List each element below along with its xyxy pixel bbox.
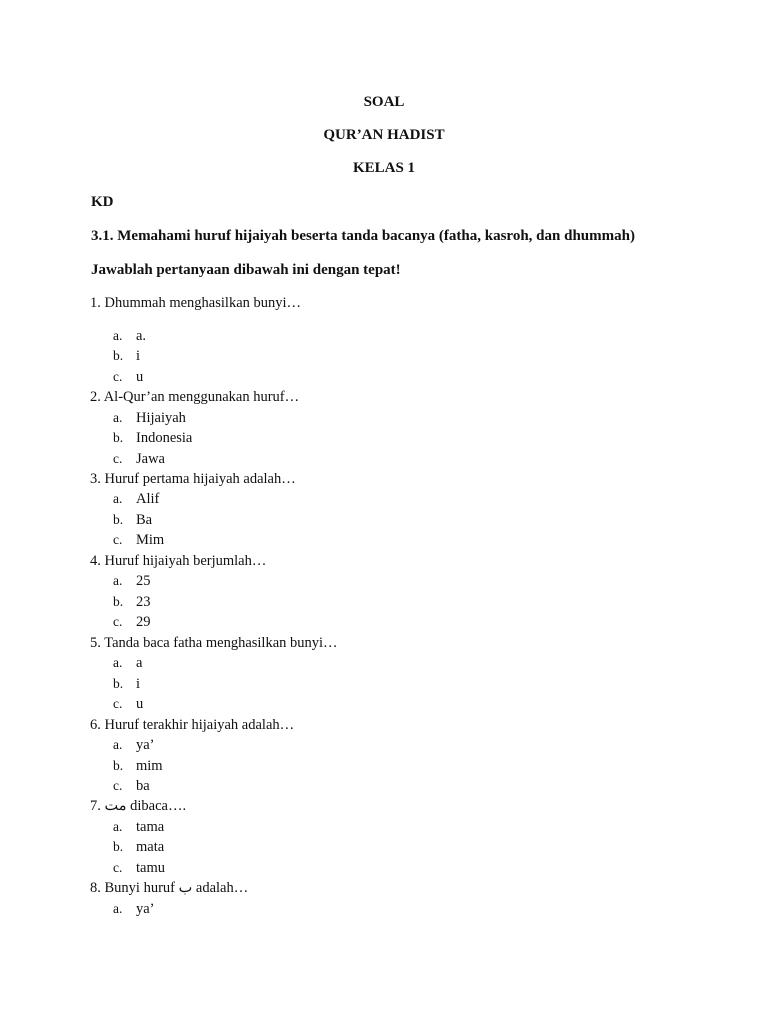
option-letter: c. [113,860,123,875]
option-letter: a. [113,573,123,588]
option-text: Jawa [136,451,165,467]
option-text: tama [136,819,165,835]
option-6b [113,758,163,775]
option-7b [113,839,164,856]
option-3b [113,512,152,529]
option-text: a [136,655,143,671]
option-7a [113,819,164,836]
option-letter: c. [113,778,123,793]
grade-heading: KELAS 1 [352,160,416,176]
option-letter: a. [113,737,123,752]
option-letter: b. [113,758,124,773]
option-letter: b. [113,430,124,445]
subject-heading: QUR’AN HADIST [323,127,445,143]
option-text: tamu [136,860,165,876]
option-letter: c. [113,614,123,629]
kd-label: KD [91,194,114,210]
option-2b [113,430,192,447]
option-5c [113,696,143,713]
option-letter: a. [113,491,123,506]
option-6c [113,778,150,795]
option-1b [113,348,140,365]
option-1c [113,369,143,386]
option-letter: c. [113,451,123,466]
option-letter: b. [113,512,124,527]
option-letter: c. [113,696,123,711]
instruction: Jawablah pertanyaan dibawah ini dengan tepat! [91,262,401,278]
option-text: Indonesia [136,430,193,446]
question-3: 3. Huruf pertama hijaiyah adalah… [90,471,296,487]
question-8: 8. Bunyi huruf ب adalah… [90,880,249,896]
option-5b [113,676,140,693]
option-2c [113,451,165,468]
option-text: ba [136,778,150,794]
option-letter: a. [113,655,123,670]
option-letter: c. [113,369,123,384]
option-letter: c. [113,532,123,547]
question-7: 7. مت dibaca…. [90,798,187,814]
option-7c [113,860,165,877]
option-letter: a. [113,901,123,916]
question-2: 2. Al-Qur’an menggunakan huruf… [90,389,300,405]
question-6: 6. Huruf terakhir hijaiyah adalah… [90,717,295,733]
option-letter: b. [113,676,124,691]
option-letter: a. [113,328,123,343]
option-1a [113,328,146,345]
option-text: 29 [136,614,151,630]
option-text: Mim [136,532,165,548]
option-letter: a. [113,819,123,834]
option-4b [113,594,151,611]
option-letter: a. [113,410,123,425]
option-letter: b. [113,348,124,363]
option-3c [113,532,164,549]
option-letter: b. [113,594,124,609]
option-text: ya’ [136,901,155,917]
page-title: SOAL [363,94,405,110]
option-text: ya’ [136,737,155,753]
option-text: 23 [136,594,151,610]
kd-text: 3.1. Memahami huruf hijaiyah beserta tanda bacanya (fatha, kasroh, dan dhummah) [91,228,635,244]
option-3a [113,491,159,508]
option-text: 25 [136,573,151,589]
option-6a [113,737,155,754]
option-text: a. [136,328,147,344]
option-text: mim [136,758,163,774]
option-text: i [136,676,141,692]
option-2a [113,410,186,427]
option-text: Hijaiyah [136,410,186,426]
option-4c [113,614,151,631]
question-1: 1. Dhummah menghasilkan bunyi… [90,295,302,311]
question-5: 5. Tanda baca fatha menghasilkan bunyi… [90,635,338,651]
option-text: i [136,348,141,364]
option-text: mata [136,839,165,855]
option-text: Alif [136,491,160,507]
option-text: Ba [136,512,153,528]
option-8a [113,901,155,918]
option-4a [113,573,151,590]
option-text: u [136,696,144,712]
option-letter: b. [113,839,124,854]
option-text: u [136,369,144,385]
question-4: 4. Huruf hijaiyah berjumlah… [90,553,267,569]
option-5a [113,655,142,672]
